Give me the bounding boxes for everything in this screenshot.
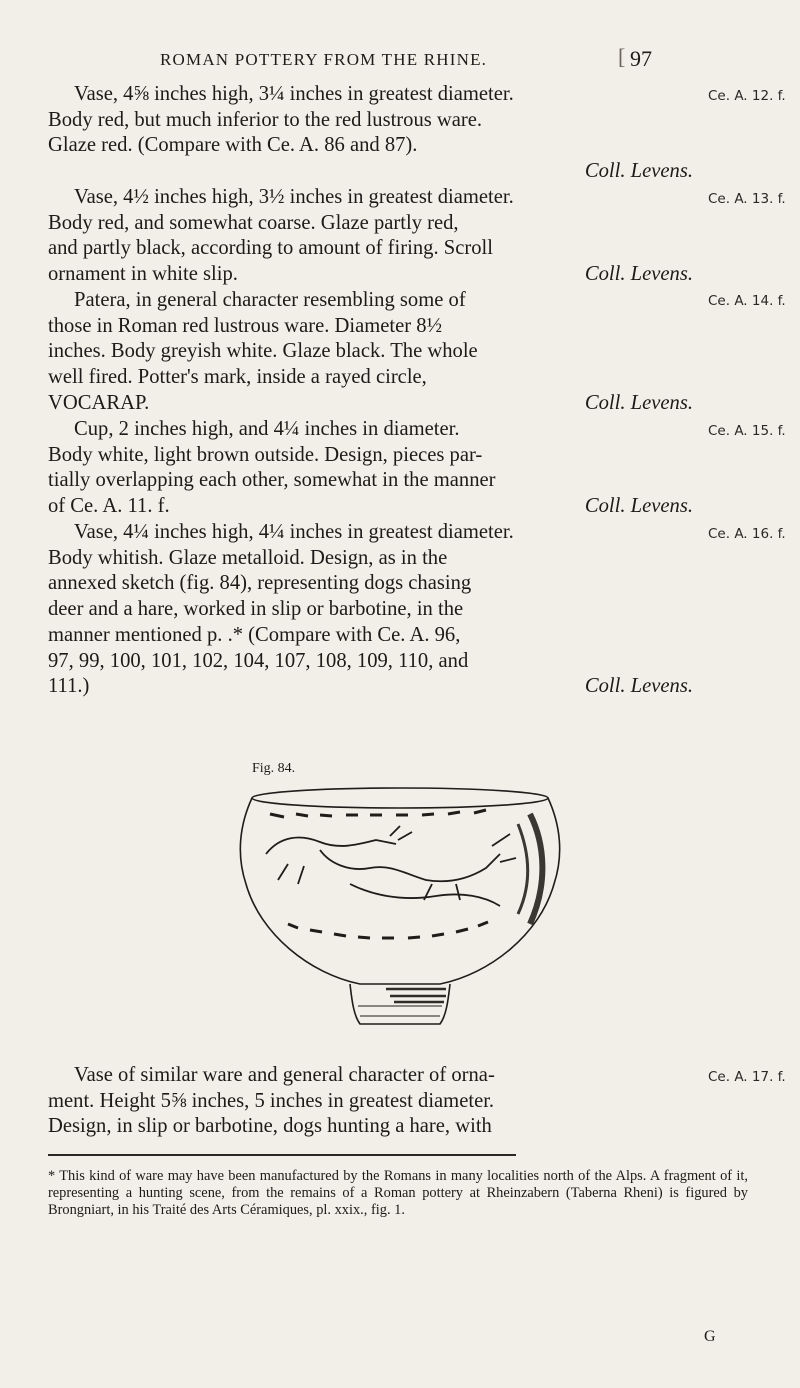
catalogue-reference: Ce. A. 13. f. bbox=[708, 191, 786, 207]
lower-ornament-band bbox=[288, 922, 488, 938]
catalogue-reference: Ce. A. 14. f. bbox=[708, 293, 786, 309]
foot-shading bbox=[386, 989, 446, 1002]
catalogue-entry bbox=[48, 417, 693, 520]
entry-line: Body white, light brown outside. Design, pieces par- bbox=[48, 443, 483, 466]
entry-text bbox=[48, 520, 693, 700]
entry-line: VOCARAP. bbox=[48, 391, 150, 414]
entry-line: ornament in white slip. bbox=[48, 263, 238, 286]
foot-rings bbox=[358, 1006, 442, 1016]
collection-attribution: Coll. Levens. bbox=[584, 160, 693, 183]
entry-line: Glaze red. (Compare with Ce. A. 86 and 87). bbox=[48, 134, 418, 157]
collection-attribution: Coll. Levens. bbox=[584, 495, 693, 518]
catalogue-entry bbox=[48, 288, 693, 417]
vase-shading bbox=[530, 814, 542, 924]
entry-text bbox=[48, 82, 693, 185]
entry-line: Vase of similar ware and general character of orna- bbox=[74, 1064, 495, 1086]
footnote: * This kind of ware may have been manufactured by the Romans in many localities north of the Alps. A fragment of it, representing a hunting scene, from the remains of a Roman pottery at Rheinzabern (Taberna Rheni) is figured by Brongniart, in his Traité des Arts Céramiques, pl. xxix., fig. 1. bbox=[48, 1168, 748, 1218]
catalogue-reference: Ce. A. 17. f. bbox=[708, 1069, 786, 1085]
entry-line: tially overlapping each other, somewhat in the manner bbox=[48, 469, 496, 492]
entry-line: and partly black, according to amount of firing. Scroll bbox=[48, 237, 493, 260]
entry-line: of Ce. A. 11. f. bbox=[48, 495, 170, 518]
entry-line: well fired. Potter's mark, inside a rayed circle, bbox=[48, 366, 427, 389]
entry-text bbox=[48, 417, 693, 520]
running-title: ROMAN POTTERY FROM THE RHINE. bbox=[160, 50, 488, 69]
catalogue-entry bbox=[48, 82, 693, 185]
entry-line: 97, 99, 100, 101, 102, 104, 107, 108, 109, 110, and bbox=[48, 649, 469, 672]
figure-caption: Fig. 84. bbox=[252, 761, 296, 776]
entry-line-with-coll bbox=[48, 262, 693, 288]
vase-shading bbox=[518, 824, 528, 914]
catalogue-entry bbox=[48, 185, 693, 288]
entry-line-with-coll bbox=[48, 494, 693, 520]
entry-line-with-coll bbox=[48, 674, 693, 700]
catalogue-entry bbox=[48, 1063, 693, 1140]
catalogue-reference: Ce. A. 16. f. bbox=[708, 526, 786, 542]
collection-attribution: Coll. Levens. bbox=[584, 263, 693, 286]
upper-ornament-band bbox=[270, 810, 486, 817]
entry-line: Body red, and somewhat coarse. Glaze partly red, bbox=[48, 211, 459, 234]
running-header bbox=[48, 42, 748, 70]
entry-line: manner mentioned p. .* (Compare with Ce. A. 96, bbox=[48, 623, 461, 646]
footnote-rule bbox=[48, 1154, 516, 1156]
entry-line: annexed sketch (fig. 84), representing dogs chasing bbox=[48, 572, 472, 595]
entry-line: Vase, 4⅝ inches high, 3¼ inches in greatest diameter. bbox=[74, 83, 514, 105]
entry-line-with-coll bbox=[48, 391, 693, 417]
collection-attribution: Coll. Levens. bbox=[584, 391, 693, 414]
entry-line: ment. Height 5⅝ inches, 5 inches in greatest diameter. bbox=[48, 1089, 495, 1112]
entry-line: those in Roman red lustrous ware. Diameter 8½ bbox=[48, 314, 443, 337]
hunting-scene-frieze bbox=[266, 826, 516, 906]
collection-attribution: Coll. Levens. bbox=[584, 675, 693, 698]
signature-mark: G bbox=[704, 1328, 716, 1345]
entry-line: Body red, but much inferior to the red lustrous ware. bbox=[48, 108, 483, 131]
entry-line: inches. Body greyish white. Glaze black. The whole bbox=[48, 340, 478, 363]
vase-rim bbox=[252, 788, 548, 808]
vase-illustration bbox=[200, 784, 600, 1044]
entry-line: Cup, 2 inches high, and 4¼ inches in diameter. bbox=[74, 418, 460, 440]
entry-text bbox=[48, 185, 693, 288]
entry-line: Vase, 4¼ inches high, 4¼ inches in greatest diameter. bbox=[74, 521, 514, 543]
entry-line: deer and a hare, worked in slip or barbotine, in the bbox=[48, 598, 464, 621]
catalogue-reference: Ce. A. 15. f. bbox=[708, 423, 786, 439]
page-number-bracket: [ bbox=[618, 44, 626, 69]
page-number: 97 bbox=[630, 46, 652, 71]
entry-text bbox=[48, 288, 693, 417]
catalogue-reference: Ce. A. 12. f. bbox=[708, 88, 786, 104]
entry-line: Patera, in general character resembling some of bbox=[74, 289, 466, 311]
entry-line: Body whitish. Glaze metalloid. Design, as in the bbox=[48, 546, 448, 569]
vase-body bbox=[240, 798, 559, 984]
entry-line: Vase, 4½ inches high, 3½ inches in greatest diameter. bbox=[74, 186, 514, 208]
entry-line: 111.) bbox=[48, 675, 90, 698]
entry-text bbox=[48, 1063, 693, 1140]
catalogue-entry bbox=[48, 520, 693, 700]
entry-line: Design, in slip or barbotine, dogs hunting a hare, with bbox=[48, 1115, 492, 1138]
